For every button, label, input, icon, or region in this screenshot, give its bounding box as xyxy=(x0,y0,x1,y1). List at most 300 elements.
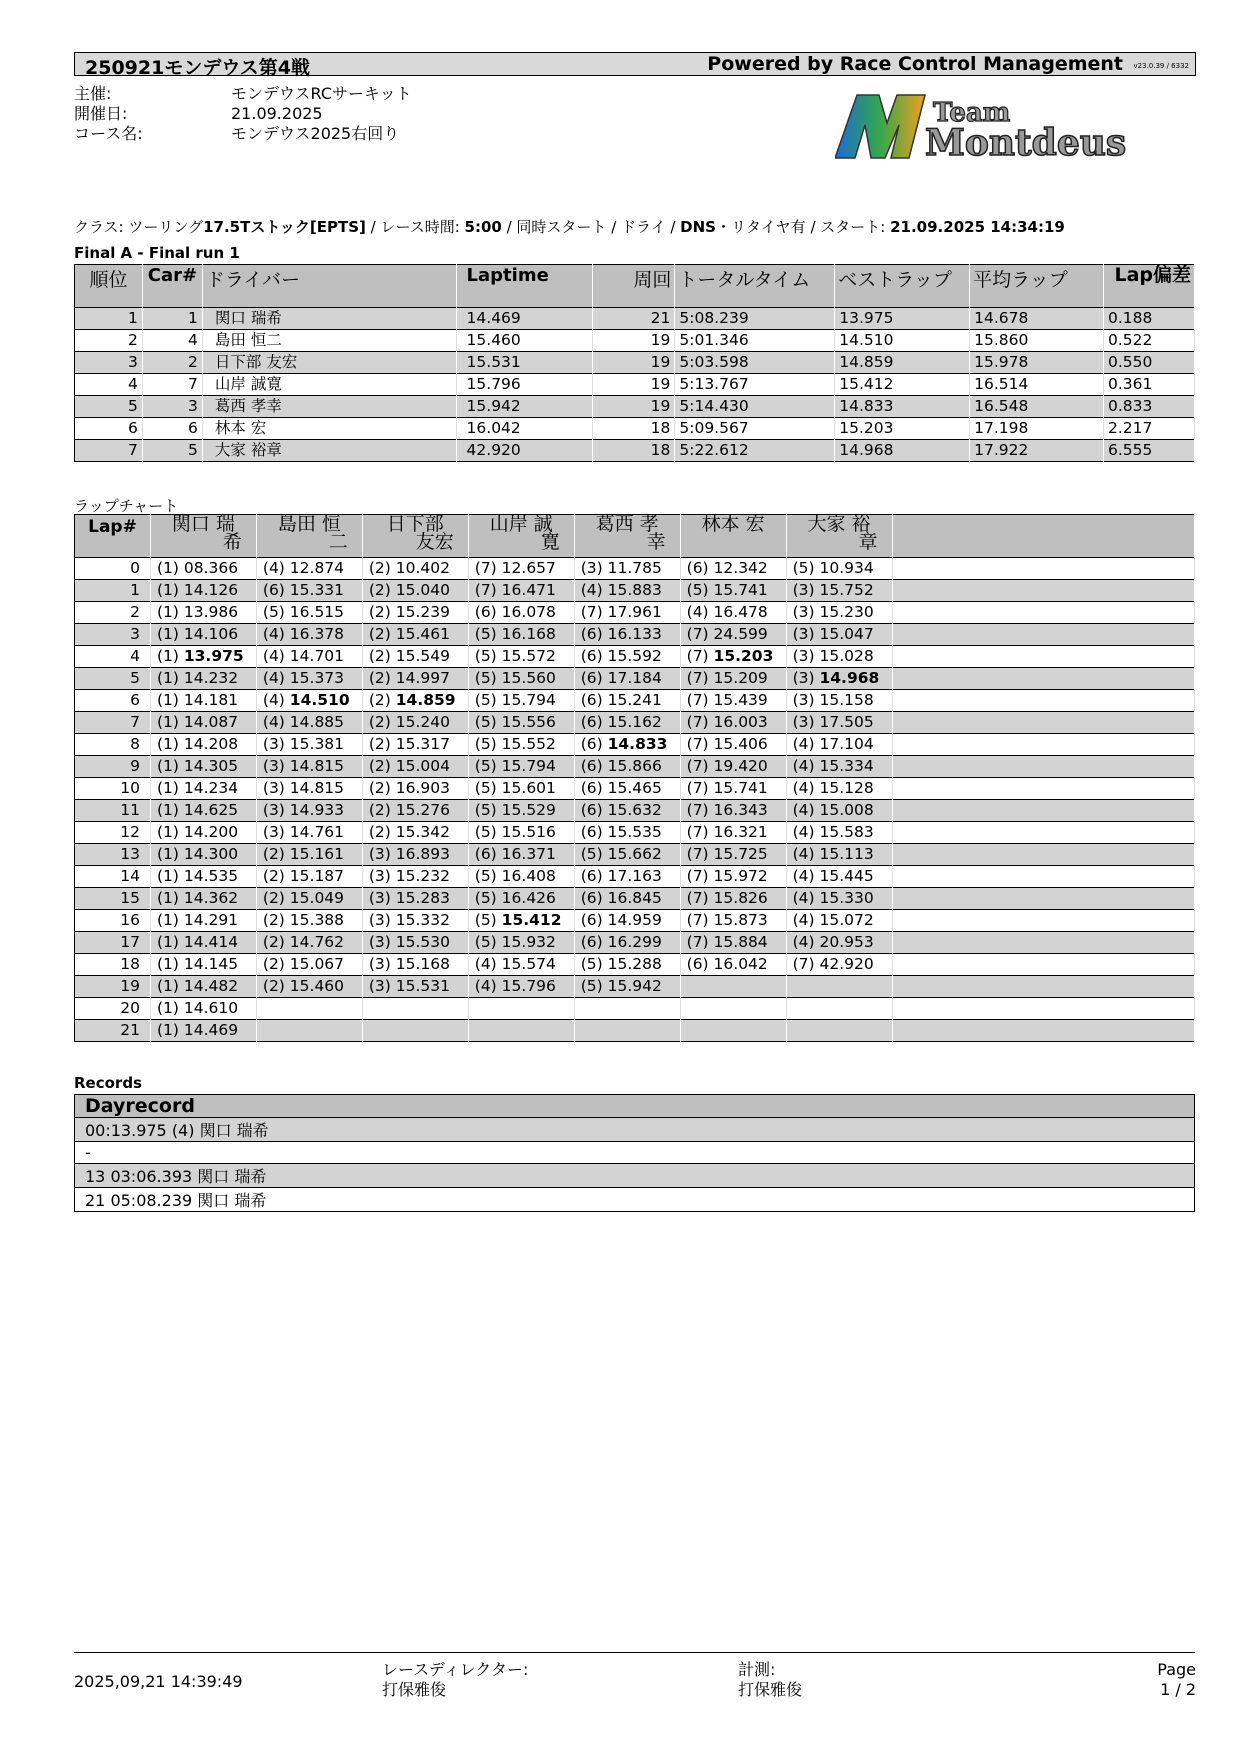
lap-time: 15.072 xyxy=(819,911,874,929)
result-position: 1 xyxy=(75,308,143,330)
lap-position: (4) xyxy=(262,559,285,577)
lap-time: 15.972 xyxy=(713,867,768,885)
lap-cell xyxy=(786,976,892,998)
lap-time: 17.104 xyxy=(819,735,874,753)
record-row xyxy=(75,1118,1195,1142)
lap-cell xyxy=(256,866,362,888)
result-total-time: 5:22.612 xyxy=(675,440,835,462)
lap-time: 15.241 xyxy=(607,691,662,709)
lap-cell xyxy=(574,976,680,998)
lap-number: 7 xyxy=(75,712,151,734)
lap-spacer xyxy=(892,624,1194,646)
result-total-time: 5:01.346 xyxy=(675,330,835,352)
result-row xyxy=(75,352,1195,374)
lap-cell xyxy=(150,998,256,1020)
lap-time: 15.158 xyxy=(819,691,874,709)
lap-cell xyxy=(680,844,786,866)
lap-time: 08.366 xyxy=(183,559,239,577)
result-position: 5 xyxy=(75,396,143,418)
result-car-number: 1 xyxy=(142,308,202,330)
result-car-number: 7 xyxy=(142,374,202,396)
result-row xyxy=(75,330,1195,352)
lap-cell xyxy=(574,800,680,822)
lap-time: 15.883 xyxy=(607,581,662,599)
lap-time: 15.725 xyxy=(713,845,768,863)
lap-time: 16.378 xyxy=(289,625,345,643)
lap-cell xyxy=(362,888,468,910)
lap-cell xyxy=(468,910,574,932)
lap-position: (1) xyxy=(156,779,179,797)
lap-time: 15.373 xyxy=(289,669,345,687)
lap-cell xyxy=(574,558,680,580)
lap-position: (5) xyxy=(686,581,709,599)
timing-block xyxy=(738,1660,802,1700)
lap-time: 14.087 xyxy=(183,713,239,731)
lap-cell xyxy=(256,888,362,910)
driver-col-header xyxy=(468,515,574,558)
result-laps: 19 xyxy=(593,374,675,396)
lap-spacer xyxy=(892,998,1194,1020)
lap-time: 16.299 xyxy=(607,933,662,951)
info-values xyxy=(231,84,412,144)
lap-time: 15.530 xyxy=(395,933,450,951)
lap-time: 15.465 xyxy=(607,779,662,797)
result-car-number: 4 xyxy=(142,330,202,352)
lap-cell xyxy=(468,734,574,756)
driver-header-line2: 希 xyxy=(222,531,242,553)
lap-position: (6) xyxy=(474,845,497,863)
director-label: レースディレクター: xyxy=(382,1660,529,1679)
lap-position: (1) xyxy=(156,845,179,863)
lap-spacer xyxy=(892,756,1194,778)
lap-cell xyxy=(468,954,574,976)
spacer-col-header xyxy=(892,515,1194,558)
result-avg-lap: 14.678 xyxy=(970,308,1104,330)
driver-header-line2: 幸 xyxy=(646,531,666,553)
lap-time: 16.042 xyxy=(713,955,768,973)
lap-spacer xyxy=(892,580,1194,602)
lap-cell xyxy=(468,866,574,888)
lap-position: (7) xyxy=(686,933,709,951)
result-best-lap: 14.968 xyxy=(835,440,970,462)
lap-time: 15.008 xyxy=(819,801,874,819)
result-position: 6 xyxy=(75,418,143,440)
lap-cell xyxy=(256,932,362,954)
lap-time: 15.583 xyxy=(819,823,874,841)
lap-position: (6) xyxy=(686,955,709,973)
driver-header-line2: 章 xyxy=(858,531,878,553)
start-time: 21.09.2025 14:34:19 xyxy=(890,218,1065,236)
lap-time: 15.866 xyxy=(607,757,662,775)
lap-position: (5) xyxy=(474,625,497,643)
lap-time: 14.815 xyxy=(289,779,345,797)
lap-position: (2) xyxy=(368,691,391,709)
lap-cell xyxy=(256,778,362,800)
organizer-value: モンデウスRCサーキット xyxy=(231,84,412,103)
lap-position: (5) xyxy=(474,889,497,907)
lap-position: (3) xyxy=(792,625,815,643)
lap-cell xyxy=(362,998,468,1020)
driver-col-header xyxy=(786,515,892,558)
lap-cell xyxy=(786,668,892,690)
lap-cell xyxy=(468,822,574,844)
lap-position: (5) xyxy=(792,559,815,577)
lap-cell xyxy=(680,888,786,910)
lap-cell xyxy=(786,734,892,756)
lap-row xyxy=(75,690,1195,712)
organizer-label: 主催: xyxy=(74,84,112,103)
lap-time: 42.920 xyxy=(819,955,874,973)
lap-time: 15.028 xyxy=(819,647,874,665)
lap-cell xyxy=(468,888,574,910)
lap-position: (3) xyxy=(368,845,391,863)
lap-cell xyxy=(468,712,574,734)
result-laps: 18 xyxy=(593,418,675,440)
lap-cell xyxy=(786,800,892,822)
lap-cell xyxy=(574,624,680,646)
lap-time: 15.047 xyxy=(819,625,874,643)
lap-time: 15.283 xyxy=(395,889,450,907)
lap-row xyxy=(75,954,1195,976)
result-avg-lap: 17.922 xyxy=(970,440,1104,462)
lap-position: (6) xyxy=(580,801,603,819)
result-lap-deviation: 0.833 xyxy=(1103,396,1194,418)
lap-row xyxy=(75,800,1195,822)
lap-cell xyxy=(574,646,680,668)
lap-cell xyxy=(574,844,680,866)
result-driver-name: 日下部 友宏 xyxy=(202,352,456,374)
driver-header-line1: 大家 裕 xyxy=(807,513,871,535)
lap-number: 14 xyxy=(75,866,151,888)
lap-cell xyxy=(574,734,680,756)
lap-row xyxy=(75,866,1195,888)
lap-position: (7) xyxy=(686,889,709,907)
logo-text-montdeus: Montdeus xyxy=(925,122,1127,163)
lap-position: (5) xyxy=(474,911,497,929)
lap-position: (4) xyxy=(686,603,709,621)
timing-label: 計測: xyxy=(738,1660,776,1679)
lap-time: 17.505 xyxy=(819,713,874,731)
result-lap-deviation: 6.555 xyxy=(1103,440,1194,462)
lap-time: 14.291 xyxy=(183,911,239,929)
lap-cell xyxy=(362,954,468,976)
lap-time: 15.317 xyxy=(395,735,450,753)
lap-time: 14.833 xyxy=(607,735,668,753)
lap-position: (3) xyxy=(262,735,285,753)
lap-position: (3) xyxy=(792,691,815,709)
course-label: コース名: xyxy=(74,124,143,143)
lap-cell xyxy=(680,734,786,756)
lap-time: 14.414 xyxy=(183,933,239,951)
lap-time: 15.162 xyxy=(607,713,662,731)
lap-cell xyxy=(468,558,574,580)
lap-position: (3) xyxy=(262,801,285,819)
lap-cell xyxy=(680,668,786,690)
lap-time: 19.420 xyxy=(713,757,768,775)
lap-time: 15.461 xyxy=(395,625,450,643)
lap-time: 14.469 xyxy=(183,1021,239,1039)
lap-position: (1) xyxy=(156,691,179,709)
lap-spacer xyxy=(892,822,1194,844)
lap-position: (7) xyxy=(686,867,709,885)
lap-position: (1) xyxy=(156,823,179,841)
lap-number: 11 xyxy=(75,800,151,822)
lap-cell xyxy=(680,998,786,1020)
lap-time: 15.209 xyxy=(713,669,768,687)
lap-time: 15.128 xyxy=(819,779,874,797)
result-avg-lap: 16.514 xyxy=(970,374,1104,396)
lap-cell xyxy=(256,756,362,778)
lap-cell xyxy=(574,778,680,800)
lap-position: (2) xyxy=(368,647,391,665)
lap-cell xyxy=(468,998,574,1020)
lap-position: (4) xyxy=(262,669,285,687)
dayrecord-header: Dayrecord xyxy=(75,1095,1195,1118)
lap-row xyxy=(75,734,1195,756)
event-title: 250921モンデウス第4戦 xyxy=(85,57,310,79)
lap-time: 15.460 xyxy=(289,977,345,995)
lap-spacer xyxy=(892,668,1194,690)
lap-cell xyxy=(362,778,468,800)
lap-cell xyxy=(150,558,256,580)
lap-time: 17.163 xyxy=(607,867,662,885)
lap-time: 16.371 xyxy=(501,845,556,863)
info-labels xyxy=(74,84,143,144)
lap-number: 4 xyxy=(75,646,151,668)
lap-position: (6) xyxy=(580,779,603,797)
lap-cell xyxy=(362,844,468,866)
lap-cell xyxy=(468,800,574,822)
lap-spacer xyxy=(892,932,1194,954)
lap-cell xyxy=(574,866,680,888)
lap-position: (1) xyxy=(156,647,179,665)
lap-cell xyxy=(256,558,362,580)
col-best: ベストラップ xyxy=(835,265,970,308)
lap-position: (1) xyxy=(156,625,179,643)
result-car-number: 2 xyxy=(142,352,202,374)
lap-position: (1) xyxy=(156,559,179,577)
lap-position: (4) xyxy=(262,691,285,709)
lap-time: 14.208 xyxy=(183,735,239,753)
lap-time: 15.560 xyxy=(501,669,556,687)
lap-position: (3) xyxy=(262,779,285,797)
lap-cell xyxy=(150,844,256,866)
timing-name: 打保雅俊 xyxy=(738,1680,803,1699)
lap-cell xyxy=(256,602,362,624)
lap-position: (3) xyxy=(368,911,391,929)
lap-cell xyxy=(786,624,892,646)
lap-position: (4) xyxy=(262,647,285,665)
lap-time: 14.482 xyxy=(183,977,239,995)
lap-time: 15.535 xyxy=(607,823,662,841)
lap-cell xyxy=(150,712,256,734)
lap-time: 12.657 xyxy=(501,559,556,577)
result-laps: 18 xyxy=(593,440,675,462)
driver-col-header xyxy=(574,515,680,558)
lap-time: 15.601 xyxy=(501,779,556,797)
records-title: Records xyxy=(74,1074,142,1092)
lap-number: 2 xyxy=(75,602,151,624)
logo-text-team: Team xyxy=(933,98,1011,128)
lap-time: 14.968 xyxy=(819,669,880,687)
lap-position: (7) xyxy=(792,955,815,973)
lap-spacer xyxy=(892,800,1194,822)
director-block xyxy=(382,1660,528,1700)
lap-cell xyxy=(256,624,362,646)
lap-time: 15.330 xyxy=(819,889,874,907)
lap-cell xyxy=(574,998,680,1020)
lap-cell xyxy=(786,646,892,668)
driver-header-line1: 関口 瑞 xyxy=(171,513,235,535)
lap-position: (3) xyxy=(792,647,815,665)
lap-time: 14.300 xyxy=(183,845,239,863)
class-prefix: クラス: ツーリング xyxy=(74,218,204,236)
lap-time: 16.078 xyxy=(501,603,556,621)
result-car-number: 3 xyxy=(142,396,202,418)
lap-time: 15.662 xyxy=(607,845,662,863)
result-total-time: 5:13.767 xyxy=(675,374,835,396)
lap-cell xyxy=(786,954,892,976)
col-total: トータルタイム xyxy=(675,265,835,308)
lap-number: 8 xyxy=(75,734,151,756)
lap-cell xyxy=(574,822,680,844)
lap-position: (3) xyxy=(368,977,391,995)
lap-row xyxy=(75,998,1195,1020)
lap-position: (4) xyxy=(792,889,815,907)
lap-cell xyxy=(150,624,256,646)
lap-position: (3) xyxy=(262,757,285,775)
lap-cell xyxy=(574,602,680,624)
lap-cell xyxy=(680,1020,786,1042)
result-lap-deviation: 0.522 xyxy=(1103,330,1194,352)
lap-cell xyxy=(574,954,680,976)
lap-position: (2) xyxy=(368,669,391,687)
lap-number: 6 xyxy=(75,690,151,712)
lap-row xyxy=(75,778,1195,800)
lap-cell xyxy=(150,734,256,756)
lap-row xyxy=(75,1020,1195,1042)
lap-cell xyxy=(362,668,468,690)
lap-cell xyxy=(362,690,468,712)
lap-time: 14.535 xyxy=(183,867,239,885)
result-avg-lap: 15.860 xyxy=(970,330,1104,352)
lap-cell xyxy=(468,778,574,800)
lap-cell xyxy=(680,558,786,580)
lap-cell xyxy=(786,580,892,602)
result-best-lap: 15.412 xyxy=(835,374,970,396)
col-avg: 平均ラップ xyxy=(970,265,1104,308)
record-value: - xyxy=(75,1142,1195,1164)
lap-time: 15.332 xyxy=(395,911,450,929)
lap-cell xyxy=(362,558,468,580)
lapchart-title: ラップチャート xyxy=(74,497,179,515)
lap-cell xyxy=(150,888,256,910)
lap-time: 13.986 xyxy=(183,603,239,621)
lap-position: (4) xyxy=(580,581,603,599)
lap-number: 12 xyxy=(75,822,151,844)
lap-position: (1) xyxy=(156,581,179,599)
lap-position: (3) xyxy=(792,603,815,621)
lap-spacer xyxy=(892,1020,1194,1042)
date-label: 開催日: xyxy=(74,104,128,123)
lap-cell xyxy=(362,602,468,624)
lap-position: (1) xyxy=(156,911,179,929)
lap-cell xyxy=(680,690,786,712)
version-label: v23.0.39 / 6332 xyxy=(1133,62,1189,70)
lap-cell xyxy=(574,910,680,932)
lap-cell xyxy=(362,646,468,668)
result-car-number: 5 xyxy=(142,440,202,462)
lap-time: 15.884 xyxy=(713,933,768,951)
lap-cell xyxy=(468,580,574,602)
lap-row xyxy=(75,668,1195,690)
lap-number: 19 xyxy=(75,976,151,998)
lap-position: (5) xyxy=(474,801,497,819)
lap-time: 15.826 xyxy=(713,889,768,907)
lap-spacer xyxy=(892,712,1194,734)
team-logo xyxy=(835,93,1175,163)
lap-position: (2) xyxy=(262,845,285,863)
driver-header-line2: 寛 xyxy=(540,531,560,553)
lap-position: (7) xyxy=(474,559,497,577)
lap-position: (1) xyxy=(156,713,179,731)
driver-col-header xyxy=(362,515,468,558)
result-laptime: 42.920 xyxy=(456,440,593,462)
class-line xyxy=(74,216,1065,237)
lap-position: (6) xyxy=(580,823,603,841)
lap-cell xyxy=(150,646,256,668)
lap-position: (6) xyxy=(580,757,603,775)
lap-row xyxy=(75,712,1195,734)
record-row xyxy=(75,1142,1195,1164)
result-row xyxy=(75,418,1195,440)
lap-cell xyxy=(786,558,892,580)
lap-time: 15.067 xyxy=(289,955,345,973)
lap-position: (2) xyxy=(262,977,285,995)
lap-position: (5) xyxy=(580,977,603,995)
lap-cell xyxy=(256,844,362,866)
lap-cell xyxy=(150,932,256,954)
driver-col-header xyxy=(256,515,362,558)
lap-position: (6) xyxy=(580,735,603,753)
lap-position: (1) xyxy=(156,955,179,973)
lap-position: (2) xyxy=(368,713,391,731)
lap-time: 14.610 xyxy=(183,999,239,1017)
lap-time: 14.959 xyxy=(607,911,662,929)
lap-time: 15.388 xyxy=(289,911,345,929)
lap-cell xyxy=(680,822,786,844)
record-value: 21 05:08.239 関口 瑞希 xyxy=(75,1188,1195,1212)
lap-time: 15.161 xyxy=(289,845,345,863)
lap-position: (7) xyxy=(580,603,603,621)
lap-position: (1) xyxy=(156,757,179,775)
lap-time: 17.961 xyxy=(607,603,662,621)
lap-row xyxy=(75,624,1195,646)
lap-time: 16.168 xyxy=(501,625,556,643)
lap-row xyxy=(75,976,1195,998)
lap-time: 15.239 xyxy=(395,603,450,621)
result-laps: 19 xyxy=(593,352,675,374)
lap-cell xyxy=(150,954,256,976)
lap-cell xyxy=(150,778,256,800)
lap-number: 3 xyxy=(75,624,151,646)
lap-position: (6) xyxy=(580,911,603,929)
lap-time: 15.113 xyxy=(819,845,874,863)
lap-time: 16.515 xyxy=(289,603,345,621)
director-name: 打保雅俊 xyxy=(382,1680,447,1699)
lap-cell xyxy=(680,624,786,646)
lap-cell xyxy=(786,778,892,800)
